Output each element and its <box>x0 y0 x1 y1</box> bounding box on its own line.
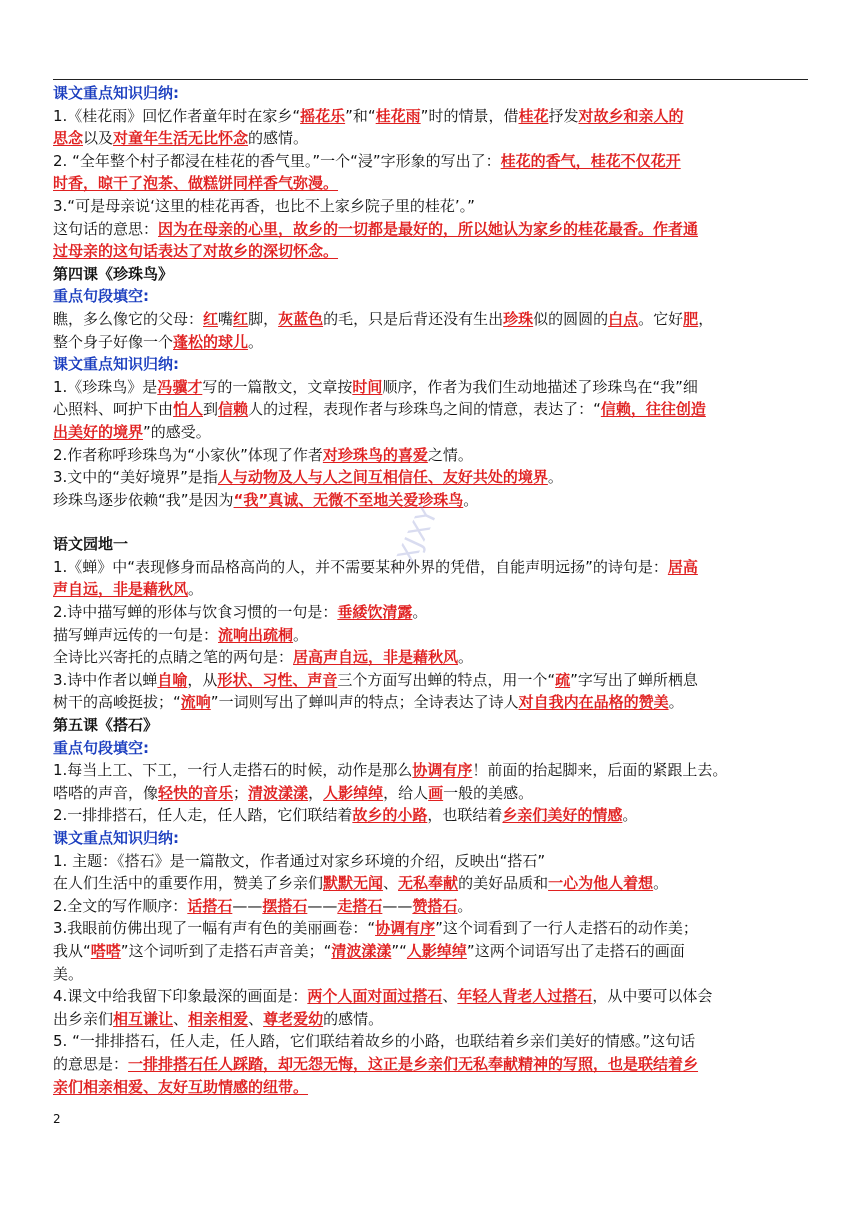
body-text: ”字写出了蝉所栖息 <box>570 670 698 689</box>
text-line <box>53 1030 809 1053</box>
body-text: 人的过程，表现作者与珍珠鸟之间的情意，表达了：“ <box>248 400 601 419</box>
text-line <box>53 759 809 782</box>
text-line <box>53 782 809 805</box>
body-text: 3.文中的“美好境界”是指 <box>53 468 218 487</box>
text-line <box>53 1053 809 1076</box>
answer-text: 嗒嗒 <box>90 941 121 960</box>
text-line <box>53 872 809 895</box>
answer-text: 居高 <box>667 557 698 576</box>
body-text: 3.诗中作者以蝉 <box>53 670 158 689</box>
answer-text: 无私奉献 <box>398 874 459 893</box>
body-text: 抒发 <box>548 106 579 125</box>
answer-text: 轻快的音乐 <box>158 783 234 802</box>
text-line <box>53 963 809 986</box>
text-line <box>53 376 809 399</box>
body-text: ”时的情景，借 <box>420 106 519 125</box>
text-line <box>53 601 809 624</box>
text-line <box>53 578 809 601</box>
text-line <box>53 240 809 263</box>
answer-text: 对童年生活无比怀念 <box>113 129 249 148</box>
text-line <box>53 691 809 714</box>
body-text: —— <box>307 896 338 915</box>
answer-text: 亲们相亲相爱、友好互助情感的纽带。 <box>53 1077 309 1096</box>
body-text: 1.每当上工、下工，一行人走搭石的时候，动作是那么 <box>53 761 413 780</box>
answer-text: 桂花 <box>518 106 549 125</box>
answer-text: 话搭石 <box>187 896 233 915</box>
text-line <box>53 624 809 647</box>
text-line <box>53 917 809 940</box>
body-text: 之情。 <box>427 445 473 464</box>
section-heading <box>53 285 809 308</box>
answer-text: 画 <box>428 783 444 802</box>
answer-text: 疏 <box>555 670 571 689</box>
answer-text: 默默无闻 <box>323 874 384 893</box>
section-heading <box>53 827 809 850</box>
answer-text: 清波漾漾 <box>248 783 309 802</box>
text-line <box>53 1008 809 1031</box>
body-text: 嘴 <box>218 309 234 328</box>
body-text: 1.《珍珠鸟》是 <box>53 377 158 396</box>
answer-text: 乡亲们美好的情感 <box>502 806 623 825</box>
answer-text: 一心为他人着想 <box>548 874 654 893</box>
body-text: ”这两个词语写出了走搭石的画面 <box>466 941 685 960</box>
text-line <box>53 895 809 918</box>
answer-text: 流响 <box>180 693 211 712</box>
body-text: 、 <box>383 874 399 893</box>
text-line <box>53 218 809 241</box>
body-text: 描写蝉声远传的一句是： <box>53 625 219 644</box>
body-text: 的感情。 <box>248 129 309 148</box>
text-line <box>53 985 809 1008</box>
answer-text: 相亲相爱 <box>188 1009 249 1028</box>
answer-text: 走搭石 <box>337 896 383 915</box>
text-line <box>53 172 809 195</box>
text-line <box>53 646 809 669</box>
body-text: 4.课文中给我留下印象最深的画面是： <box>53 987 308 1006</box>
watermark: XJXY <box>392 502 445 569</box>
body-text: 第五课《搭石》 <box>53 716 159 735</box>
answer-text: 人影绰绰 <box>323 783 384 802</box>
text-line <box>53 331 809 354</box>
body-text: 。 <box>458 648 474 667</box>
text-line <box>53 444 809 467</box>
answer-text: 过母亲的这句话表达了对故乡的深切怀念。 <box>53 242 339 261</box>
body-text: ”这个词听到了走搭石声音美；“ <box>120 941 332 960</box>
body-text: ”这个词看到了一行人走搭石的动作美； <box>435 919 698 938</box>
body-text: 心照料、呵护下由 <box>53 400 174 419</box>
body-text: 美。 <box>53 964 84 983</box>
answer-text: 时香，晾干了泡茶、做糕饼同样香气弥漫。 <box>53 174 339 193</box>
body-text: 嗒嗒的声音，像 <box>53 783 159 802</box>
answer-text: 思念 <box>53 129 84 148</box>
body-text: ， <box>308 783 324 802</box>
answer-text: 怕人 <box>173 400 204 419</box>
body-text: 课文重点知识归纳: <box>53 355 179 374</box>
body-text: 。它好 <box>638 309 684 328</box>
body-text: 。 <box>668 693 684 712</box>
body-text: 。 <box>188 580 204 599</box>
body-text: 顺序，作者为我们生动地描述了珍珠鸟在“我”细 <box>382 377 698 396</box>
answer-text: 冯骥才 <box>157 377 203 396</box>
answer-text: 声自远，非是藉秋风 <box>53 580 189 599</box>
text-line <box>53 398 809 421</box>
answer-text: 对自我内在品格的赞美 <box>518 693 669 712</box>
text-line <box>53 421 809 444</box>
body-text: 的感情。 <box>323 1009 384 1028</box>
body-text: ，从 <box>187 670 218 689</box>
text-line <box>53 940 809 963</box>
body-text: 2.全文的写作顺序： <box>53 896 188 915</box>
text-line <box>53 669 809 692</box>
answer-text: 故乡的小路 <box>352 806 428 825</box>
body-text: 1.《蝉》中“表现修身而品格高尚的人，并不需要某种外界的凭借，自能声明远扬”的诗句是： <box>53 557 668 576</box>
body-text: 我从“ <box>53 941 91 960</box>
body-text: ”和“ <box>345 106 376 125</box>
answer-text: 居高声自远，非是藉秋风 <box>293 648 459 667</box>
lesson-title <box>53 263 809 286</box>
body-text: 脚， <box>248 309 279 328</box>
answer-text: 时间 <box>352 377 383 396</box>
answer-text: 灰蓝色 <box>278 309 324 328</box>
body-text: 珍珠鸟逐步依赖“我”是因为 <box>53 490 234 509</box>
lesson-title <box>53 714 809 737</box>
answer-text: 清波漾漾 <box>331 941 392 960</box>
answer-text: 形状、习性、声音 <box>217 670 338 689</box>
body-text: 2.诗中描写蝉的形体与饮食习惯的一句是： <box>53 603 338 622</box>
body-text: ，给人 <box>383 783 429 802</box>
body-text: ”一词则写出了蝉叫声的特点；全诗表达了诗人 <box>210 693 519 712</box>
body-text: 在人们生活中的重要作用，赞美了乡亲们 <box>53 874 324 893</box>
body-text: 这句话的意思： <box>53 219 159 238</box>
answer-text: 白点 <box>608 309 639 328</box>
answer-text: 出美好的境界 <box>53 422 144 441</box>
body-text: 三个方面写出蝉的特点，用一个“ <box>337 670 556 689</box>
body-text: 3.我眼前仿佛出现了一幅有声有色的美丽画卷：“ <box>53 919 376 938</box>
body-text: ”的感受。 <box>143 422 211 441</box>
text-line <box>53 195 809 218</box>
body-text: 全诗比兴寄托的点睛之笔的两句是： <box>53 648 294 667</box>
answer-text: 赞搭石 <box>412 896 458 915</box>
answer-text: 信赖，往往创造 <box>600 400 706 419</box>
answer-text: 年轻人背老人过搭石 <box>457 987 593 1006</box>
body-text: 1. 主题：《搭石》是一篇散文，作者通过对家乡环境的介绍，反映出“搭石” <box>53 851 546 870</box>
body-text: ”“ <box>391 941 407 960</box>
body-text: 3.“可是母亲说‘这里的桂花再香，也比不上家乡院子里的桂花’。” <box>53 196 475 215</box>
body-text: 、 <box>442 987 458 1006</box>
answer-text: 肥 <box>683 309 699 328</box>
body-text: 。 <box>457 896 473 915</box>
answer-text: 两个人面对面过搭石 <box>307 987 443 1006</box>
text-line <box>53 150 809 173</box>
answer-text: 协调有序 <box>375 919 436 938</box>
answer-text: 协调有序 <box>412 761 473 780</box>
text-line <box>53 466 809 489</box>
answer-text: 珍珠 <box>503 309 534 328</box>
body-text: 以及 <box>83 129 114 148</box>
body-text: 。 <box>293 625 309 644</box>
answer-text: 人与动物及人与人之间互相信任、友好共处的境界 <box>217 468 548 487</box>
body-text: 似的圆圆的 <box>533 309 609 328</box>
body-text: 、 <box>248 1009 264 1028</box>
body-text: ！前面的抬起脚来，后面的紧跟上去。 <box>472 761 728 780</box>
answer-text: 自喻 <box>157 670 188 689</box>
header-rule <box>53 79 808 80</box>
answer-text: 红 <box>233 309 249 328</box>
section-heading <box>53 82 809 105</box>
body-text: 、 <box>173 1009 189 1028</box>
text-line <box>53 308 809 331</box>
body-text: 重点句段填空: <box>53 738 149 757</box>
answer-text: 对故乡和亲人的 <box>578 106 684 125</box>
body-text: 第四课《珍珠鸟》 <box>53 264 174 283</box>
body-text: ，从中要可以体会 <box>592 987 713 1006</box>
answer-text: 相互谦让 <box>113 1009 174 1028</box>
body-text: 课文重点知识归纳: <box>53 84 179 102</box>
body-text: 1.《桂花雨》回忆作者童年时在家乡“ <box>53 106 301 125</box>
text-line <box>53 105 809 128</box>
body-text: 。 <box>653 874 669 893</box>
body-text: 语文园地一 <box>53 535 129 554</box>
body-text: 树干的高峻挺拔；“ <box>53 693 181 712</box>
body-text: —— <box>232 896 263 915</box>
section-heading <box>53 353 809 376</box>
body-text: 。 <box>463 490 479 509</box>
answer-text: 尊老爱幼 <box>263 1009 324 1028</box>
document-body <box>53 82 809 1098</box>
body-text: 出乡亲们 <box>53 1009 114 1028</box>
body-text: 的美好品质和 <box>458 874 549 893</box>
section-heading <box>53 737 809 760</box>
answer-text: 桂花雨 <box>375 106 421 125</box>
body-text: ， <box>698 309 714 328</box>
body-text: 的意思是： <box>53 1054 129 1073</box>
body-text: 的毛，只是后背还没有生出 <box>323 309 504 328</box>
body-text: 一般的美感。 <box>443 783 534 802</box>
body-text: 重点句段填空: <box>53 287 149 306</box>
answer-text: 流响出疏桐 <box>218 625 294 644</box>
answer-text: “我”真诚、无微不至地关爱珍珠鸟 <box>233 490 464 509</box>
body-text: 写的一篇散文，文章按 <box>202 377 353 396</box>
answer-text: 对珍珠鸟的喜爱 <box>322 445 428 464</box>
answer-text: 摆搭石 <box>262 896 308 915</box>
body-text: 2.作者称呼珍珠鸟为“小家伙”体现了作者 <box>53 445 323 464</box>
body-text: 5. “一排排搭石，任人走，任人踏，它们联结着故乡的小路，也联结着乡亲们美好的情感。”这句话 <box>53 1032 696 1051</box>
answer-text: 信赖 <box>218 400 249 419</box>
body-text: 到 <box>203 400 219 419</box>
body-text: 瞧，多么像它的父母： <box>53 309 204 328</box>
body-text: —— <box>382 896 413 915</box>
answer-text: 桂花的香气，桂花不仅花开 <box>500 151 681 170</box>
page-number: 2 <box>53 1112 61 1126</box>
body-text: 课文重点知识归纳: <box>53 829 179 847</box>
text-line <box>53 850 809 873</box>
body-text: ，也联结着 <box>427 806 503 825</box>
text-line <box>53 556 809 579</box>
body-text: 。 <box>412 603 428 622</box>
answer-text: 蓬松的球儿 <box>173 332 249 351</box>
body-text: 2. “全年整个村子都浸在桂花的香气里。”一个“浸”字形象的写出了： <box>53 151 501 170</box>
body-text: 2.一排排搭石，任人走，任人踏，它们联结着 <box>53 806 353 825</box>
body-text: 。 <box>248 332 264 351</box>
answer-text: 人影绰绰 <box>406 941 467 960</box>
answer-text: 因为在母亲的心里，故乡的一切都是最好的，所以她认为家乡的桂花最香。作者通 <box>158 219 699 238</box>
body-text: 。 <box>622 806 638 825</box>
body-text: 整个身子好像一个 <box>53 332 174 351</box>
answer-text: 垂緌饮清露 <box>337 603 413 622</box>
text-line <box>53 127 809 150</box>
answer-text: 红 <box>203 309 219 328</box>
answer-text: 摇花乐 <box>300 106 346 125</box>
body-text: ； <box>233 783 249 802</box>
answer-text: 一排排搭石任人踩踏，却无怨无悔，这正是乡亲们无私奉献精神的写照，也是联结着乡 <box>128 1054 699 1073</box>
text-line <box>53 804 809 827</box>
body-text: 。 <box>547 468 563 487</box>
text-line <box>53 1076 809 1099</box>
